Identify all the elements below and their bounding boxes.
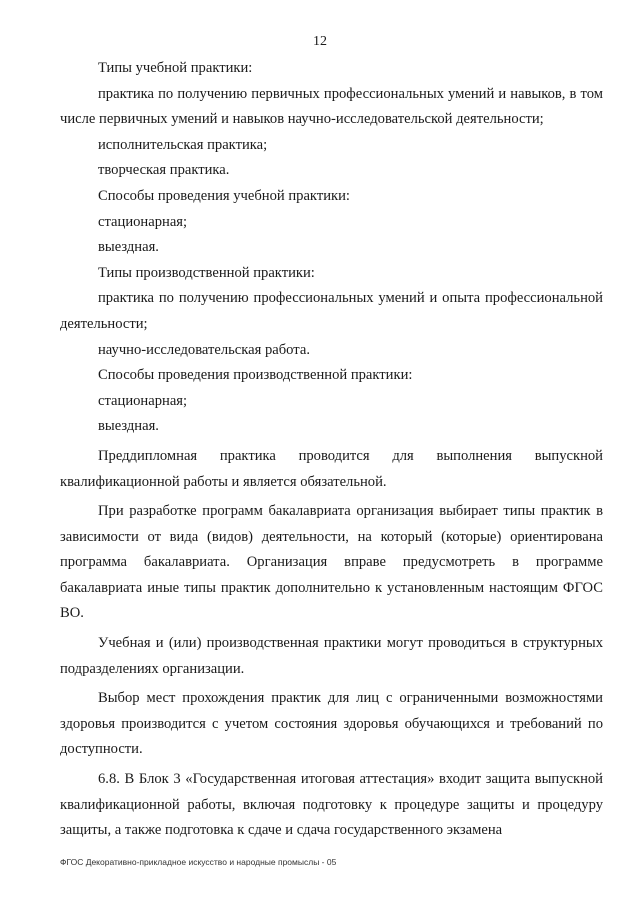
page-number: 12 [313,34,327,49]
paragraph: практика по получению первичных профессиональных умений и навыков, в том числе первичных умений и навыков научно-исследовательской деятельности; [60,85,603,128]
paragraph: Способы проведения производственной практики: [98,367,413,384]
paragraph: Учебная и (или) производственная практики могут проводиться в структурных подразделениях организации. [60,635,603,677]
paragraph: Типы производственной практики: [98,264,315,281]
paragraph: стационарная; [98,213,188,230]
paragraph: Способы проведения учебной практики: [98,187,350,204]
paragraph: Типы учебной практики: [98,60,253,76]
paragraph: исполнительская практика; [98,136,268,153]
document-body [60,56,603,844]
paragraph: 6.8. В Блок 3 «Государственная итоговая аттестация» входит защита выпускной квалификационной работы, включая подготовку к процедуре защиты и процедуру защиты, а также подготовка к сдаче и сдача государственного экзамена [60,771,603,839]
paragraph: творческая практика. [98,162,230,179]
paragraph: Преддипломная практика проводится для выполнения выпускной квалификационной работы и является обязательной. [60,447,603,490]
paragraph: При разработке программ бакалавриата организация выбирает типы практик в зависимости от вида (видов) деятельности, на который (которые) ориентирована программа бакалавриата. Организация вправе предусмотреть в программе бакалавриата иные типы практик дополнительно к установленным настоящим ФГОС ВО. [60,503,603,622]
paragraph: выездная. [98,418,159,435]
paragraph: стационарная; [98,392,188,409]
paragraph: практика по получению профессиональных умений и опыта профессиональной деятельности; [60,290,603,332]
page-footer: ФГОС Декоративно-прикладное искусство и народные промыслы - 05 [60,857,337,867]
paragraph: научно-исследовательская работа. [98,341,310,358]
paragraph: выездная. [98,239,159,256]
paragraph: Выбор мест прохождения практик для лиц с ограниченными возможностями здоровья производится с учетом состояния здоровья обучающихся и требований по доступности. [60,690,603,758]
